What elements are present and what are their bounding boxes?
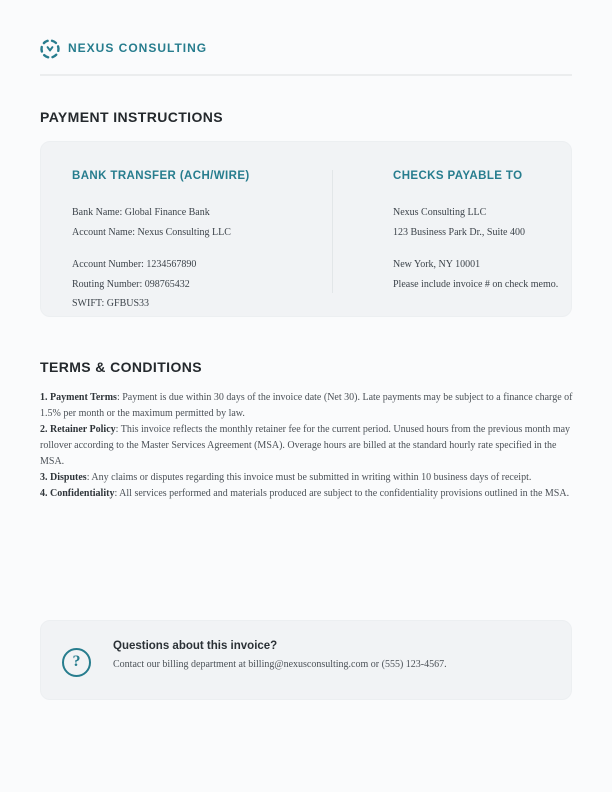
checks-payable-address-top (393, 203, 612, 242)
contact-text: Contact our billing department at billing@nexusconsulting.com or (555) 123-4567. (113, 659, 447, 670)
bank-transfer-heading: BANK TRANSFER (ACH/WIRE) (72, 170, 250, 182)
payee-city-line: New York, NY 10001 (393, 259, 481, 270)
terms-title: TERMS & CONDITIONS (40, 359, 202, 375)
account-name-line: Account Name: Nexus Consulting LLC (72, 226, 231, 238)
routing-number-line: Routing Number: 098765432 (72, 278, 190, 290)
term-payment-terms: 1. Payment Terms: Payment is due within 30 days of the invoice date (Net 30). Late payments may be subject to a finance charge of 1.5% per month or the maximum permitted by law. (40, 392, 573, 419)
term-retainer-policy: 2. Retainer Policy: This invoice reflects the monthly retainer fee for the current period. Unused hours from the previous month may rollover according to the Master Services Agreement (MSA). Overage hours are billed at the standard hourly rate specified in the MSA. (40, 424, 571, 467)
contact-heading: Questions about this invoice? (113, 640, 278, 652)
check-memo-note: Please include invoice # on check memo. (393, 278, 559, 290)
contact-card (40, 620, 572, 700)
brand-name: NEXUS CONSULTING (68, 41, 208, 55)
header-divider (40, 74, 572, 76)
swift-line: SWIFT: GFBUS33 (72, 298, 150, 309)
help-icon: ? (62, 648, 91, 677)
account-number-line: Account Number: 1234567890 (72, 259, 197, 270)
brand-logo-icon (39, 38, 61, 60)
bank-name-line: Bank Name: Global Finance Bank (72, 207, 210, 218)
payment-instructions-card (40, 141, 572, 317)
checks-payable-heading: CHECKS PAYABLE TO (393, 170, 523, 182)
column-divider (332, 170, 333, 293)
terms-body (40, 390, 573, 502)
payee-name-line: Nexus Consulting LLC (393, 207, 487, 218)
bank-transfer-numbers (72, 255, 372, 314)
payee-street-line: 123 Business Park Dr., Suite 400 (393, 226, 525, 238)
checks-payable-address-bottom (393, 255, 612, 294)
term-confidentiality: 4. Confidentiality: All services performed and materials produced are subject to the confidentiality provisions outlined in the MSA. (40, 488, 570, 499)
payment-instructions-title: PAYMENT INSTRUCTIONS (40, 109, 224, 125)
term-disputes: 3. Disputes: Any claims or disputes regarding this invoice must be submitted in writing within 10 business days of receipt. (40, 472, 532, 483)
bank-transfer-names (72, 203, 372, 242)
